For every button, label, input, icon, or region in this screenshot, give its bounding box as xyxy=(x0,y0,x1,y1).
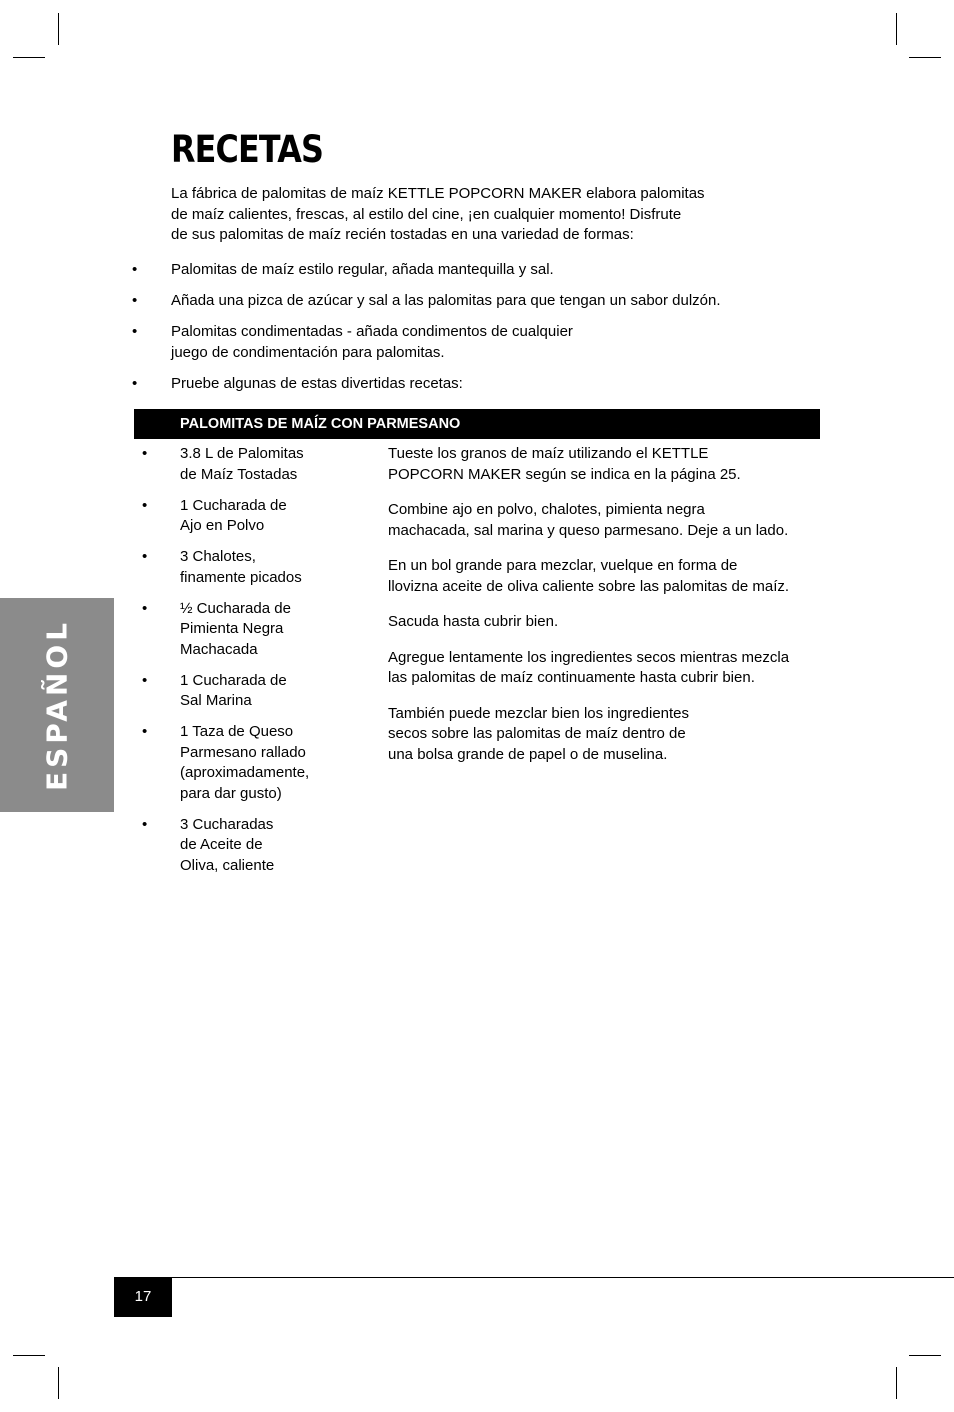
page-number: 17 xyxy=(134,1288,152,1305)
step-paragraph xyxy=(388,500,828,541)
crop-mark xyxy=(909,57,941,58)
crop-mark xyxy=(909,1355,941,1356)
step-paragraph xyxy=(388,704,828,766)
page-title: RECETAS xyxy=(171,128,324,171)
list-item-text: Palomitas de maíz estilo regular, añada mantequilla y sal. xyxy=(171,261,554,278)
step-paragraph xyxy=(388,556,828,597)
ingredient-text: de Maíz Tostadas xyxy=(180,465,298,483)
recipe-title: PALOMITAS DE MAÍZ CON PARMESANO xyxy=(180,416,461,432)
intro-paragraph xyxy=(171,184,731,246)
ingredient-item xyxy=(134,496,364,537)
ingredient-text: 1 Cucharada de xyxy=(180,496,287,514)
ingredient-text: Machacada xyxy=(180,640,258,658)
ingredient-text: Sal Marina xyxy=(180,692,252,709)
list-item-text: Palomitas condimentadas - añada condimentos de cualquier xyxy=(171,323,573,340)
ingredient-text: ½ Cucharada de xyxy=(180,599,291,617)
bullet-icon: • xyxy=(132,292,138,309)
list-item-text: Añada una pizca de azúcar y sal a las palomitas para que tengan un sabor dulzón. xyxy=(171,292,721,309)
language-tab-label: ESPAÑOL xyxy=(40,619,74,791)
intro-line: La fábrica de palomitas de maíz KETTLE POPCORN MAKER elabora palomitas xyxy=(171,185,705,202)
step-line: Combine ajo en polvo, chalotes, pimienta negra xyxy=(388,501,705,518)
crop-mark xyxy=(896,1367,897,1399)
serving-ideas-list xyxy=(128,260,808,405)
intro-line: de maíz calientes, frescas, al estilo del cine, ¡en cualquier momento! Disfrute xyxy=(171,205,682,223)
step-line: una bolsa grande de papel o de muselina. xyxy=(388,745,668,763)
step-paragraph xyxy=(388,648,828,689)
bullet-icon: • xyxy=(132,261,138,278)
ingredient-item xyxy=(134,722,364,804)
ingredient-text: 3 Cucharadas xyxy=(180,815,274,833)
bullet-icon: • xyxy=(132,374,138,392)
crop-mark xyxy=(58,1367,59,1399)
step-line: POPCORN MAKER según se indica en la página 25. xyxy=(388,465,741,483)
bullet-icon: • xyxy=(142,496,148,514)
recipe-title-bar xyxy=(134,409,820,439)
ingredient-text: Pimienta Negra xyxy=(180,620,284,637)
list-item xyxy=(128,291,808,312)
bullet-icon: • xyxy=(142,723,148,740)
step-line: machacada, sal marina y queso parmesano. Deje a un lado. xyxy=(388,521,789,539)
ingredient-text: Ajo en Polvo xyxy=(180,517,265,534)
step-line: En un bol grande para mezclar, vuelque en forma de xyxy=(388,557,738,574)
ingredient-text: 3.8 L de Palomitas xyxy=(180,445,304,462)
ingredient-text: Oliva, caliente xyxy=(180,856,275,874)
ingredients-list xyxy=(134,444,364,887)
list-item-text: Pruebe algunas de estas divertidas recetas: xyxy=(171,374,463,392)
list-item xyxy=(128,322,808,363)
ingredient-text: finamente picados xyxy=(180,568,302,586)
bullet-icon: • xyxy=(142,445,148,462)
crop-mark xyxy=(13,1355,45,1356)
ingredient-text: 1 Cucharada de xyxy=(180,671,287,689)
step-line: Agregue lentamente los ingredientes secos mientras mezcla xyxy=(388,648,790,666)
step-line: llovizna aceite de oliva caliente sobre las palomitas de maíz. xyxy=(388,577,790,595)
list-item xyxy=(128,260,808,281)
crop-mark xyxy=(13,57,45,58)
bullet-icon: • xyxy=(142,548,148,565)
crop-mark xyxy=(896,13,897,45)
step-line: Sacuda hasta cubrir bien. xyxy=(388,613,559,630)
footer-rule xyxy=(114,1277,954,1278)
ingredient-text: Parmesano rallado xyxy=(180,743,306,761)
step-line: También puede mezclar bien los ingredientes xyxy=(388,704,690,722)
step-line: secos sobre las palomitas de maíz dentro de xyxy=(388,725,686,742)
list-item xyxy=(128,374,808,395)
ingredient-item xyxy=(134,671,364,712)
page-number-box xyxy=(114,1277,172,1317)
ingredient-text: (aproximadamente, xyxy=(180,764,310,781)
ingredient-text: 3 Chalotes, xyxy=(180,548,256,565)
language-tab xyxy=(0,598,114,812)
list-item-text: juego de condimentación para palomitas. xyxy=(171,343,445,361)
bullet-icon: • xyxy=(142,599,148,617)
bullet-icon: • xyxy=(142,815,148,833)
bullet-icon: • xyxy=(132,323,138,340)
step-paragraph xyxy=(388,444,828,485)
ingredient-text: para dar gusto) xyxy=(180,784,282,802)
ingredient-text: de Aceite de xyxy=(180,836,263,853)
ingredient-item xyxy=(134,815,364,877)
intro-line: de sus palomitas de maíz recién tostadas en una variedad de formas: xyxy=(171,226,634,243)
ingredient-item xyxy=(134,444,364,485)
bullet-icon: • xyxy=(142,671,148,689)
crop-mark xyxy=(58,13,59,45)
step-paragraph xyxy=(388,612,828,633)
ingredient-text: 1 Taza de Queso xyxy=(180,723,294,740)
step-line: las palomitas de maíz continuamente hasta cubrir bien. xyxy=(388,669,755,686)
ingredient-item xyxy=(134,547,364,588)
step-line: Tueste los granos de maíz utilizando el KETTLE xyxy=(388,445,709,462)
ingredient-item xyxy=(134,599,364,661)
recipe-steps xyxy=(388,444,828,780)
